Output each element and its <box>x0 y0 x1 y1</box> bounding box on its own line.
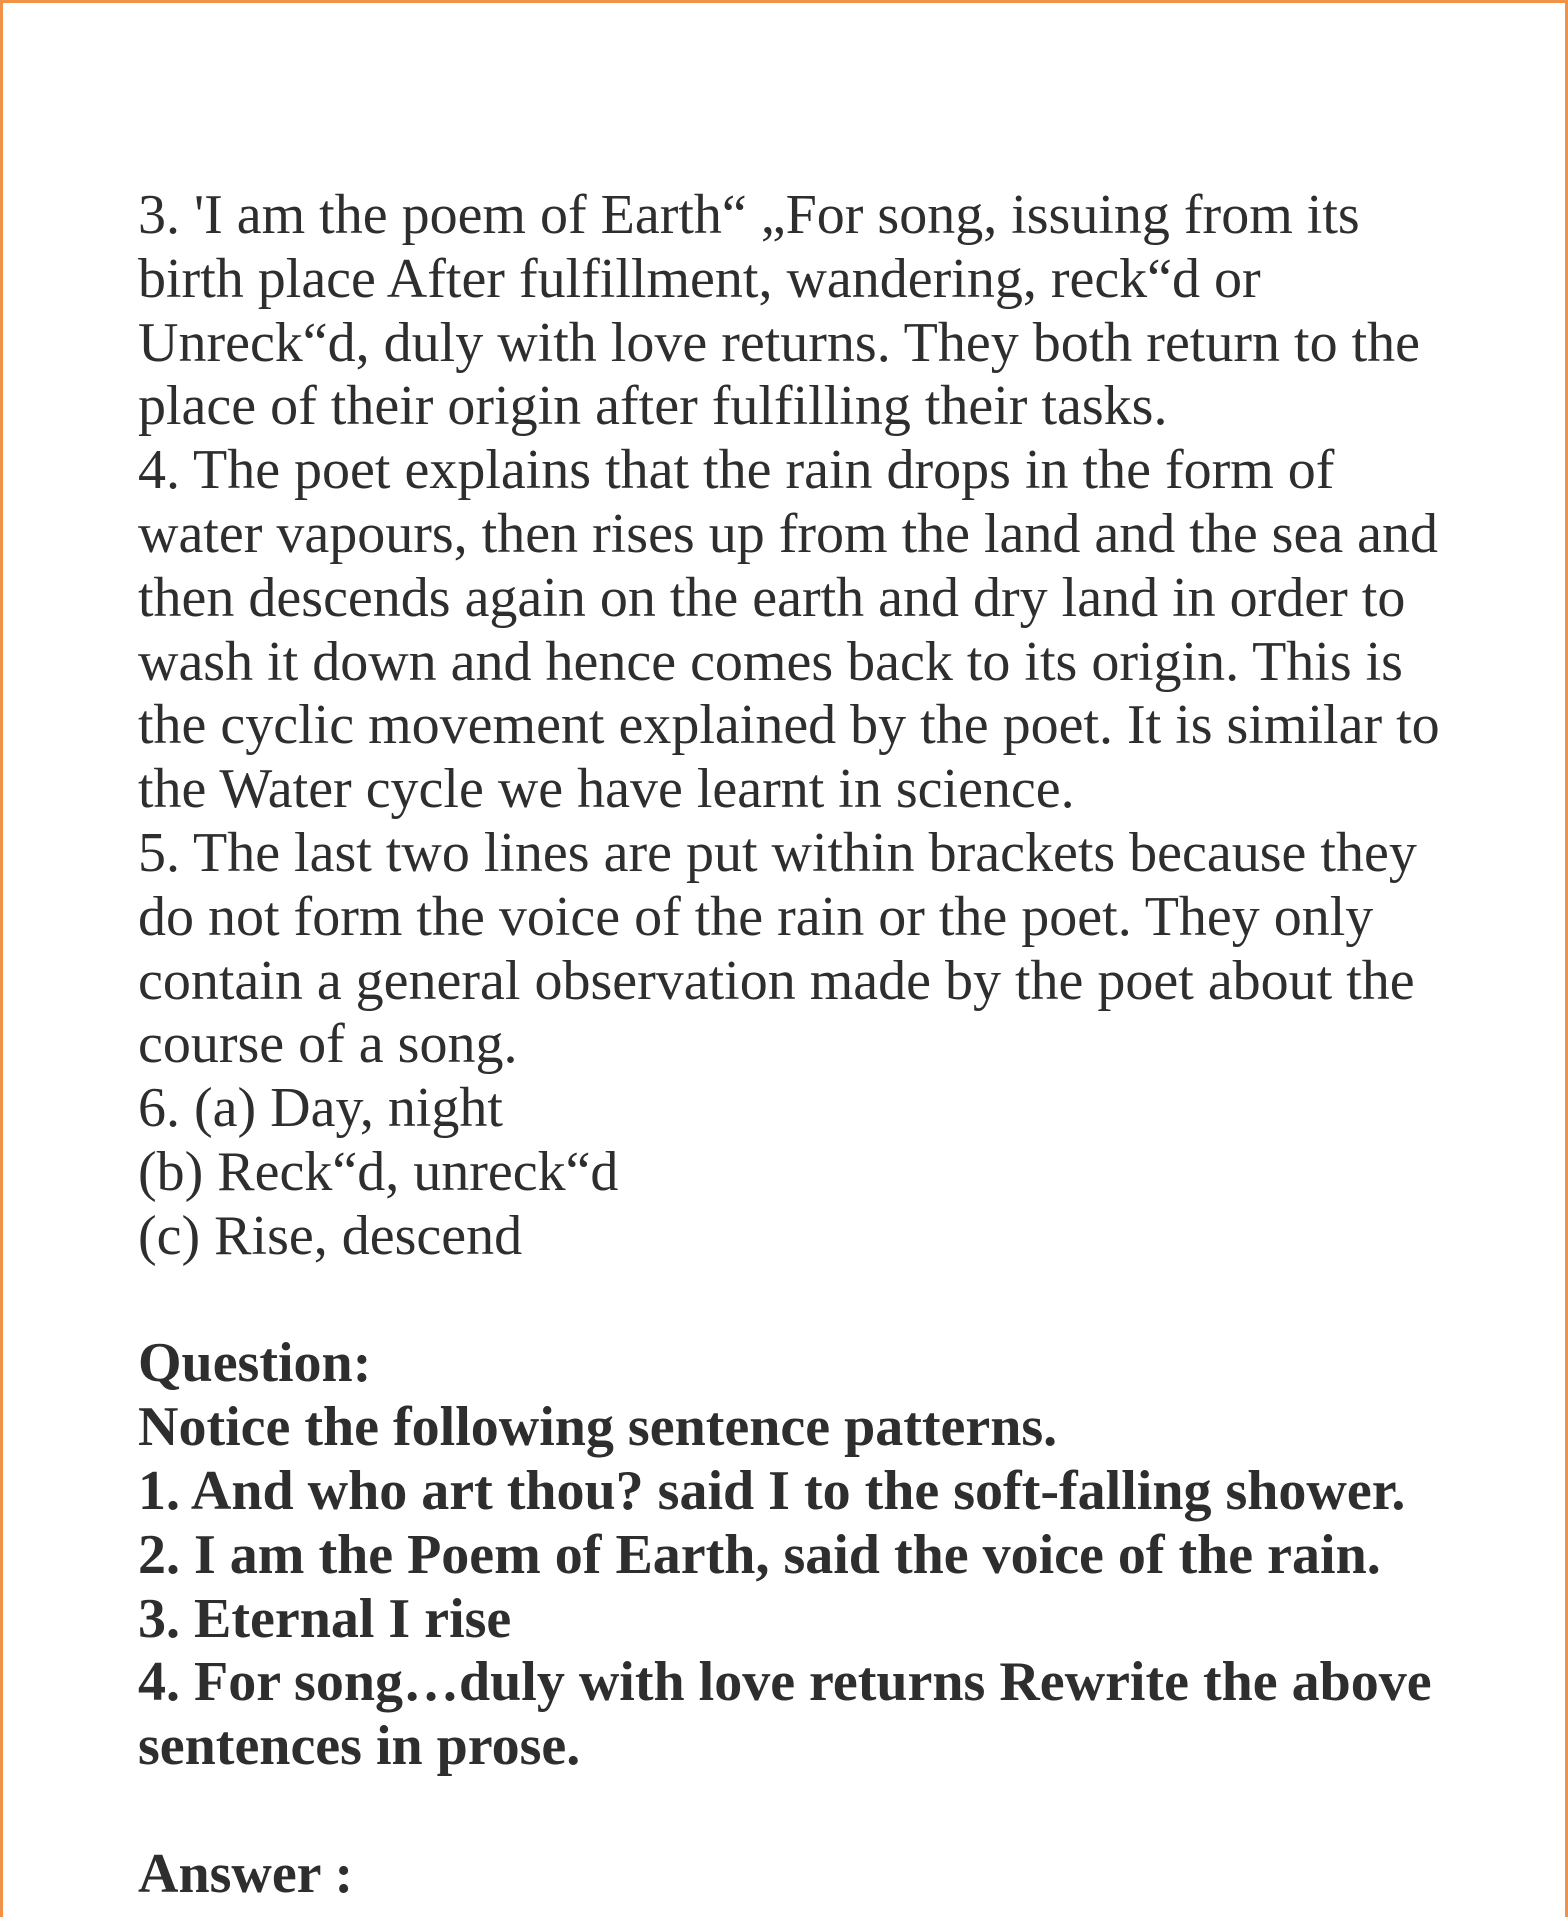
text-line: wash it down and hence comes back to its origin. This is <box>138 630 1403 693</box>
text-line: do not form the voice of the rain or the poet. They only <box>138 885 1374 948</box>
question-heading: Question: <box>138 1332 372 1395</box>
spacer <box>138 1269 1538 1333</box>
text-line: water vapours, then rises up from the land and the sea and <box>138 502 1439 565</box>
answer-item-4 <box>138 439 1538 822</box>
text-line: Unreck“d, duly with love returns. They both return to the <box>138 311 1420 374</box>
text-line: then descends again on the earth and dry land in order to <box>138 566 1406 629</box>
question-sentence: 3. Eternal I rise <box>138 1587 512 1650</box>
text-line: the Water cycle we have learnt in science. <box>138 758 1075 821</box>
question-sentence: 2. I am the Poem of Earth, said the voice of the rain. <box>138 1523 1381 1586</box>
text-line: (c) Rise, descend <box>138 1204 523 1267</box>
answer-item-6 <box>138 1077 1538 1268</box>
text-line: place of their origin after fulfilling their tasks. <box>138 375 1168 438</box>
spacer <box>138 1779 1538 1843</box>
answer-item-5 <box>138 822 1538 1077</box>
text-line: course of a song. <box>138 1013 518 1076</box>
text-line: birth place After fulfillment, wandering, reck“d or <box>138 247 1261 310</box>
question-instruction: Notice the following sentence patterns. <box>138 1396 1058 1459</box>
text-line: 5. The last two lines are put within brackets because they <box>138 821 1417 884</box>
question-block <box>138 1332 1538 1779</box>
page-content <box>138 184 1538 1907</box>
answer-heading: Answer : <box>138 1842 354 1905</box>
text-line: contain a general observation made by the poet about the <box>138 949 1415 1012</box>
text-line: 4. The poet explains that the rain drops in the form of <box>138 439 1335 502</box>
question-sentence: sentences in prose. <box>138 1715 581 1778</box>
text-line: 3. 'I am the poem of Earth“ „For song, issuing from its <box>138 184 1360 246</box>
question-sentence: 1. And who art thou? said I to the soft-falling shower. <box>138 1459 1406 1522</box>
text-line: the cyclic movement explained by the poet. It is similar to <box>138 694 1440 757</box>
text-line: (b) Reck“d, unreck“d <box>138 1140 619 1203</box>
text-line: 6. (a) Day, night <box>138 1077 503 1140</box>
answer-item-3 <box>138 184 1538 439</box>
question-sentence: 4. For song…duly with love returns Rewrite the above <box>138 1651 1432 1714</box>
